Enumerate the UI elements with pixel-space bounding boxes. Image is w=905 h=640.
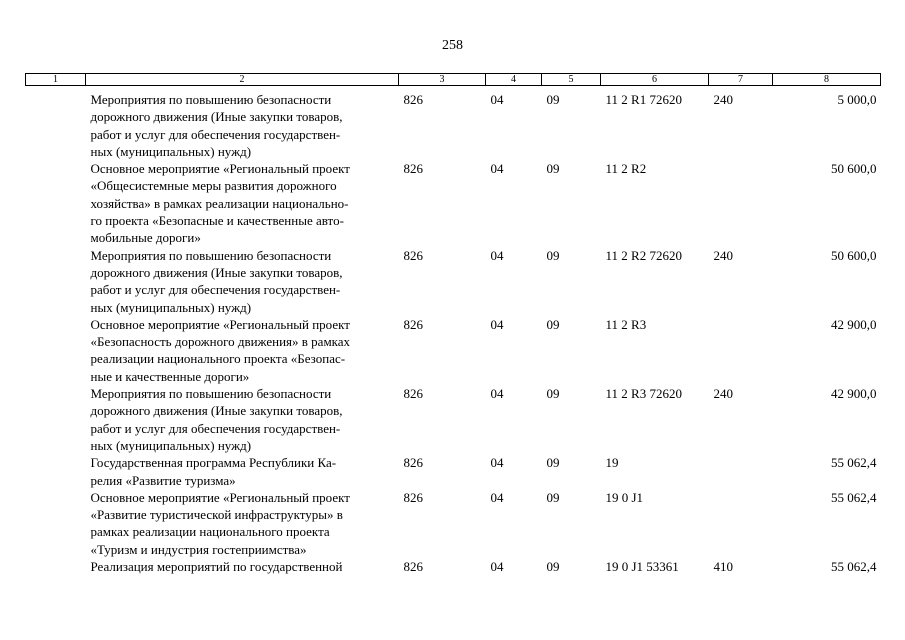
amount-cell: 50 600,0: [831, 161, 877, 177]
ministry-code-cell: 826: [403, 316, 423, 332]
ministry-code-cell: 826: [403, 489, 423, 505]
expense-type-cell: [709, 160, 773, 246]
table-row: [26, 316, 881, 385]
table-row: [26, 160, 881, 246]
section-code-cell: 04: [490, 316, 504, 332]
subsection-code-cell: 09: [546, 386, 560, 402]
item-name-line: ных (муниципальных) нужд): [90, 299, 252, 315]
ministry-code-cell: 826: [403, 455, 423, 471]
subsection-code-cell: 09: [546, 455, 560, 471]
item-name-line: работ и услуг для обеспечения государствен-: [90, 126, 341, 142]
page-number: 258: [442, 38, 463, 53]
expense-type-cell: 240: [713, 386, 733, 402]
item-name-line: ных (муниципальных) нужд): [90, 437, 252, 453]
target-article-cell: 11 2 R3 72620: [605, 386, 682, 402]
column-header: 1: [26, 74, 86, 86]
table-row: [26, 454, 881, 489]
item-name-line: ные и качественные дороги»: [90, 368, 250, 384]
section-code-cell: 04: [490, 161, 504, 177]
item-name-line: Государственная программа Республики Ка-: [90, 455, 337, 471]
item-name-cell: [86, 385, 399, 454]
amount-cell: 55 062,4: [831, 455, 877, 471]
expense-type-cell: 410: [713, 559, 733, 575]
section-code-cell: 04: [490, 247, 504, 263]
section-code-cell: 04: [490, 386, 504, 402]
budget-table: [25, 73, 881, 575]
amount-cell: 42 900,0: [831, 316, 877, 332]
item-name-cell: [86, 454, 399, 489]
column-header: 6: [601, 74, 709, 86]
ministry-code-cell: 826: [403, 161, 423, 177]
target-article-cell: 19 0 J1: [605, 489, 644, 505]
amount-cell: 50 600,0: [831, 247, 877, 263]
target-article-cell: 19 0 J1 53361: [605, 559, 679, 575]
item-name-cell: [86, 86, 399, 161]
row-index-cell: [26, 558, 86, 575]
item-name-line: Основное мероприятие «Региональный проект: [90, 316, 350, 332]
row-index-cell: [26, 316, 86, 385]
item-name-line: мобильные дороги»: [90, 230, 201, 246]
item-name-line: Мероприятия по повышению безопасности: [90, 247, 332, 263]
item-name-line: Мероприятия по повышению безопасности: [90, 92, 332, 107]
ministry-code-cell: 826: [403, 559, 423, 575]
subsection-code-cell: 09: [546, 92, 560, 107]
item-name-cell: [86, 558, 399, 575]
item-name-cell: [86, 316, 399, 385]
ministry-code-cell: 826: [403, 386, 423, 402]
table-body: [26, 86, 881, 576]
column-header: 8: [773, 74, 881, 86]
row-index-cell: [26, 86, 86, 161]
row-index-cell: [26, 160, 86, 246]
expense-type-cell: [709, 489, 773, 558]
ministry-code-cell: 826: [403, 92, 423, 107]
item-name-line: реализации национального проекта «Безопас-: [90, 351, 346, 367]
item-name-cell: [86, 489, 399, 558]
section-code-cell: 04: [490, 559, 504, 575]
subsection-code-cell: 09: [546, 559, 560, 575]
table-row: [26, 558, 881, 575]
item-name-line: «Туризм и индустрия гостеприимства»: [90, 541, 307, 557]
expense-type-cell: [709, 454, 773, 489]
row-index-cell: [26, 489, 86, 558]
column-header: 2: [86, 74, 399, 86]
expense-type-cell: 240: [713, 92, 733, 107]
item-name-line: Основное мероприятие «Региональный проект: [90, 489, 350, 505]
item-name-line: Реализация мероприятий по государственной: [90, 559, 343, 575]
item-name-line: релия «Развитие туризма»: [90, 472, 236, 488]
table-row: [26, 489, 881, 558]
item-name-line: работ и услуг для обеспечения государствен-: [90, 420, 341, 436]
row-index-cell: [26, 247, 86, 316]
column-header: 3: [399, 74, 486, 86]
column-header: 7: [709, 74, 773, 86]
item-name-line: ных (муниципальных) нужд): [90, 143, 252, 159]
amount-cell: 42 900,0: [831, 386, 877, 402]
item-name-line: рамках реализации национального проекта: [90, 524, 330, 540]
item-name-cell: [86, 160, 399, 246]
section-code-cell: 04: [490, 489, 504, 505]
item-name-cell: [86, 247, 399, 316]
ministry-code-cell: 826: [403, 247, 423, 263]
expense-type-cell: 240: [713, 247, 733, 263]
table-row: [26, 86, 881, 161]
column-number-header-row: [26, 74, 881, 86]
row-index-cell: [26, 454, 86, 489]
item-name-line: «Общесистемные меры развития дорожного: [90, 178, 337, 194]
item-name-line: дорожного движения (Иные закупки товаров,: [90, 264, 343, 280]
target-article-cell: 11 2 R1 72620: [605, 92, 682, 107]
subsection-code-cell: 09: [546, 247, 560, 263]
item-name-line: «Развитие туристической инфраструктуры» в: [90, 507, 343, 523]
row-index-cell: [26, 385, 86, 454]
target-article-cell: 11 2 R2: [605, 161, 647, 177]
amount-cell: 55 062,4: [831, 489, 877, 505]
item-name-line: Основное мероприятие «Региональный проект: [90, 161, 350, 177]
item-name-line: Мероприятия по повышению безопасности: [90, 386, 332, 402]
subsection-code-cell: 09: [546, 161, 560, 177]
subsection-code-cell: 09: [546, 489, 560, 505]
table-row: [26, 385, 881, 454]
target-article-cell: 11 2 R3: [605, 316, 647, 332]
item-name-line: го проекта «Безопасные и качественные авто-: [90, 213, 344, 229]
amount-cell: 5 000,0: [837, 92, 877, 107]
column-header: 4: [486, 74, 542, 86]
section-code-cell: 04: [490, 92, 504, 107]
item-name-line: дорожного движения (Иные закупки товаров,: [90, 403, 343, 419]
item-name-line: работ и услуг для обеспечения государствен-: [90, 282, 341, 298]
item-name-line: хозяйства» в рамках реализации национально-: [90, 195, 349, 211]
subsection-code-cell: 09: [546, 316, 560, 332]
section-code-cell: 04: [490, 455, 504, 471]
target-article-cell: 11 2 R2 72620: [605, 247, 682, 263]
table-row: [26, 247, 881, 316]
target-article-cell: 19: [605, 455, 619, 471]
amount-cell: 55 062,4: [831, 559, 877, 575]
expense-type-cell: [709, 316, 773, 385]
item-name-line: «Безопасность дорожного движения» в рамках: [90, 334, 351, 350]
column-header: 5: [542, 74, 601, 86]
item-name-line: дорожного движения (Иные закупки товаров,: [90, 109, 343, 125]
